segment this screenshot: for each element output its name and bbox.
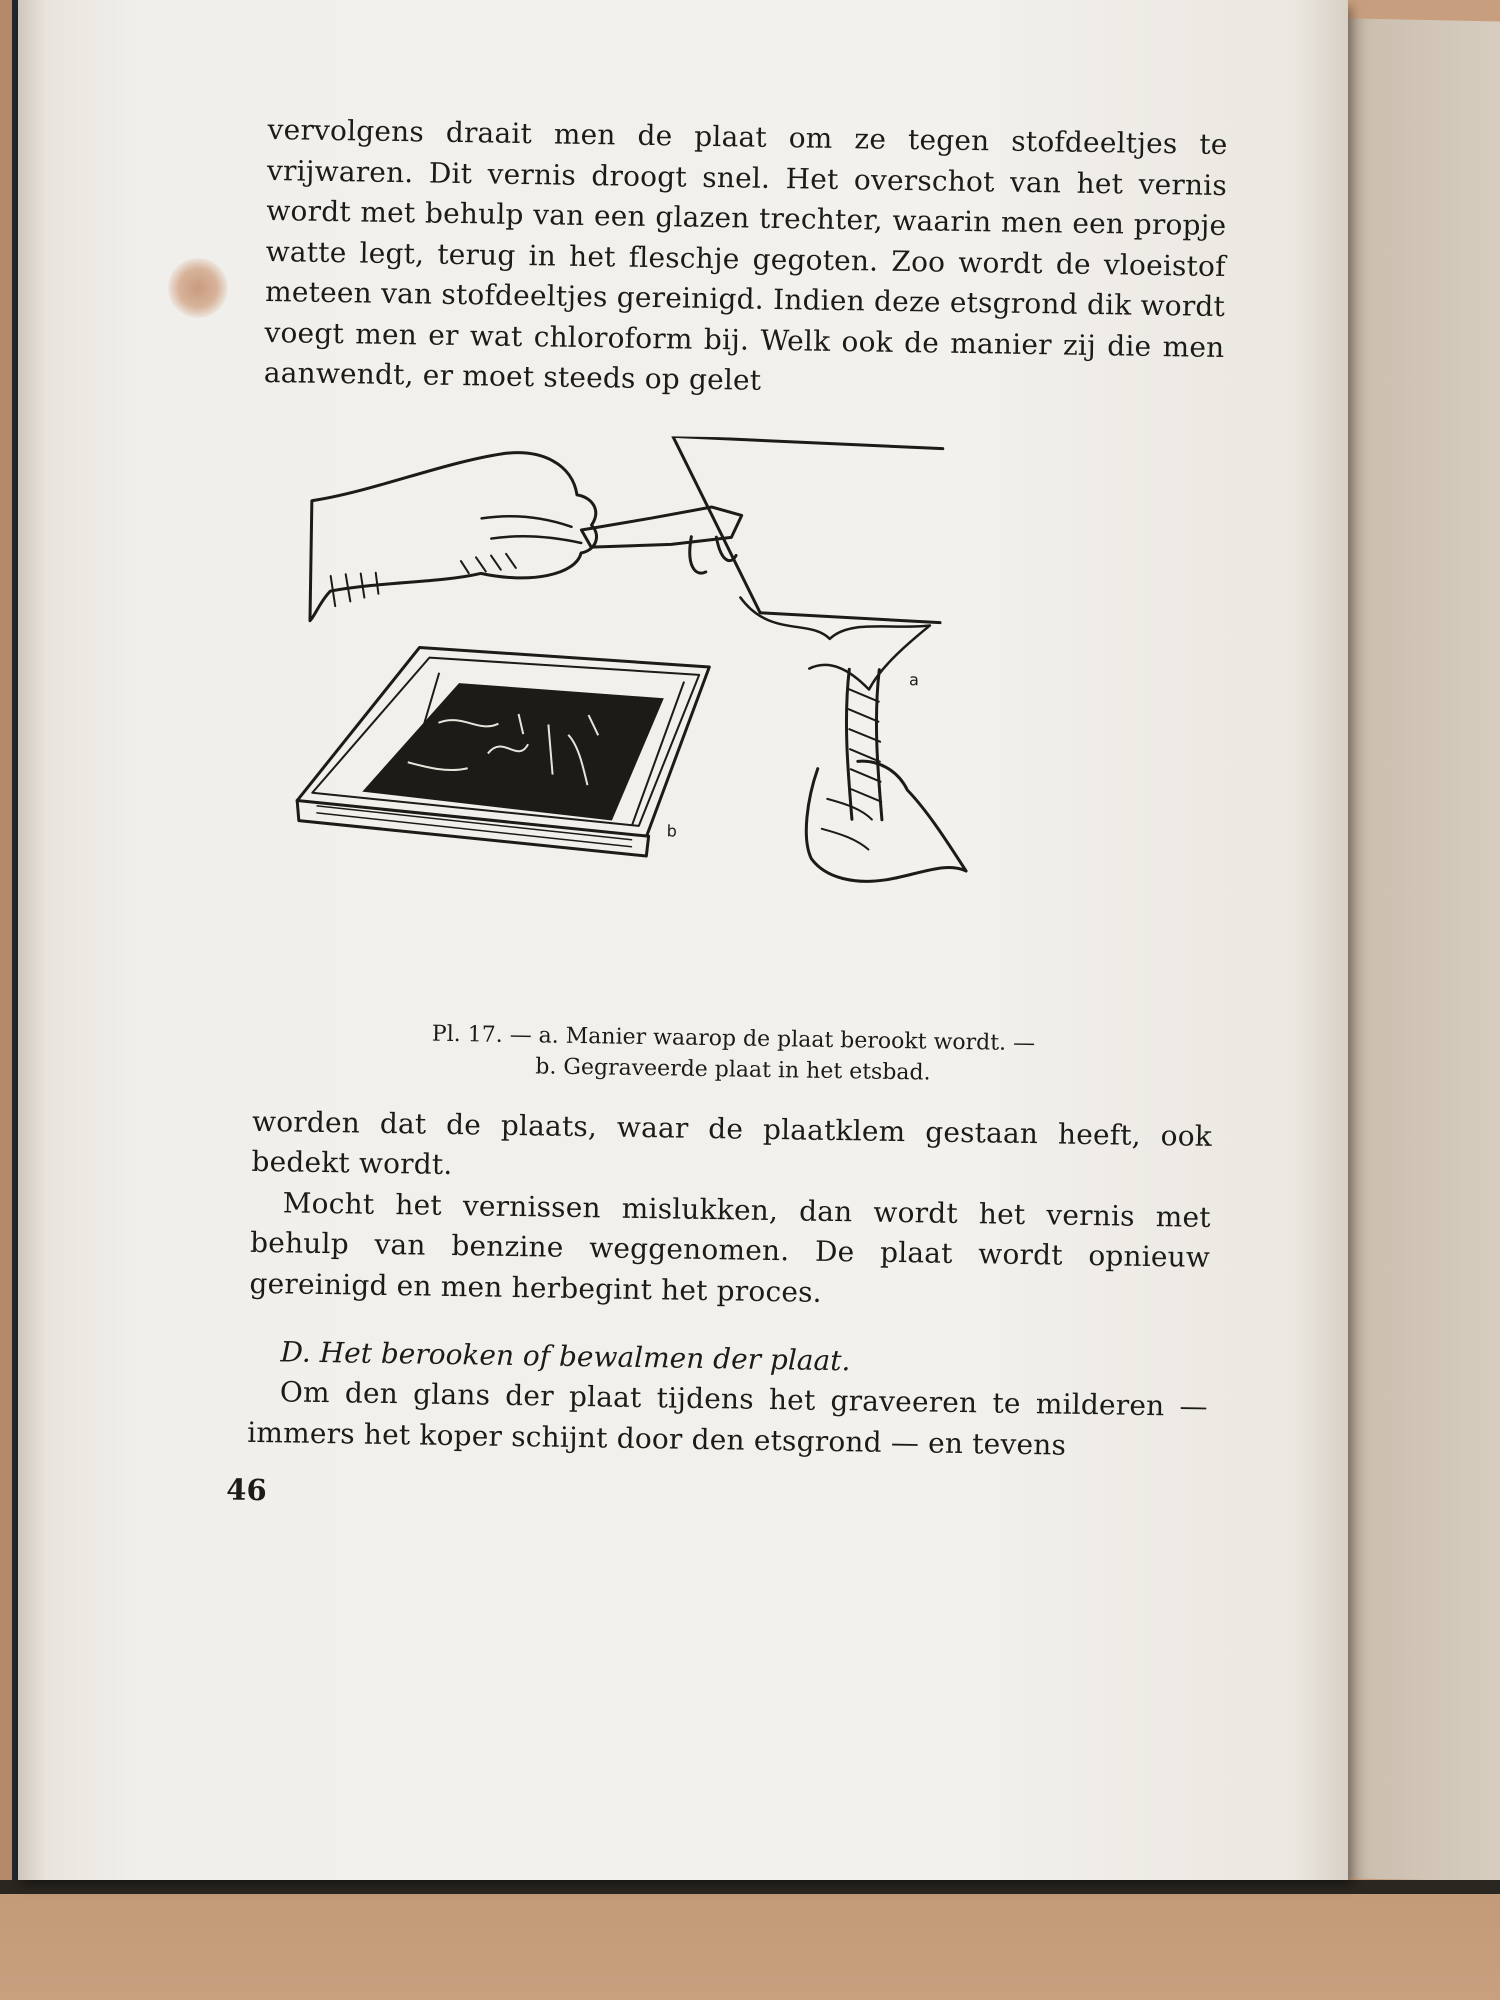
figure-caption [253,1015,1214,1092]
paragraph-3: Om den glans der plaat tijdens het graveeren te milderen — immers het koper schijnt door den etsgrond — en tevens [246,1375,1209,1462]
smoke-flame [739,597,930,690]
etched-plate [362,681,664,821]
hand-b-outline [806,760,968,883]
section-heading: D. Het berooken of bewalmen der plaat. [280,1335,851,1378]
caption-line-1: Pl. 17. — a. Manier waarop de plaat berookt wordt. — [431,1021,1036,1056]
page-stain [168,258,228,318]
finger-lines [481,515,581,542]
paragraph-2: Mocht het vernissen mislukken, dan wordt het vernis met behulp van benzine weggenomen. De plaat wordt opnieuw gereinigd en men herbegint het proces. [249,1185,1211,1309]
smoked-plate [670,436,943,622]
caption-line-2: b. Gegraveerde plaat in het etsbad. [535,1053,931,1086]
paragraph-continued: worden dat de plaats, waar de plaatklem gestaan heeft, ook bedekt wordt. [251,1104,1213,1182]
etching-illustration [284,430,1183,1024]
figure-label-a: a [908,669,920,689]
page-number: 46 [226,1472,267,1508]
facing-page [1340,18,1500,1882]
book-page [18,0,1348,1880]
plate-clamp [581,504,742,573]
paragraph-top: vervolgens draait men de plaat om ze tegen stofdeeltjes te vrijwaren. Dit vernis droogt snel. Het overschot van het vernis wordt met behulp van een glazen trechter, waarin men een propje watte legt, terug in het fleschje gegoten. Zoo wordt de vloeistof meteen van stofdeeltjes gereinigd. Indien deze etsgrond dik wordt voegt men er wat chloroform bij. Welk ook de manier zij die men aanwendt, er moet steeds op gelet [263,112,1228,397]
figure-label-b: b [666,820,678,841]
table-surface [0,1880,1500,2000]
page-content [226,110,1228,1522]
taper-stick [845,669,884,820]
